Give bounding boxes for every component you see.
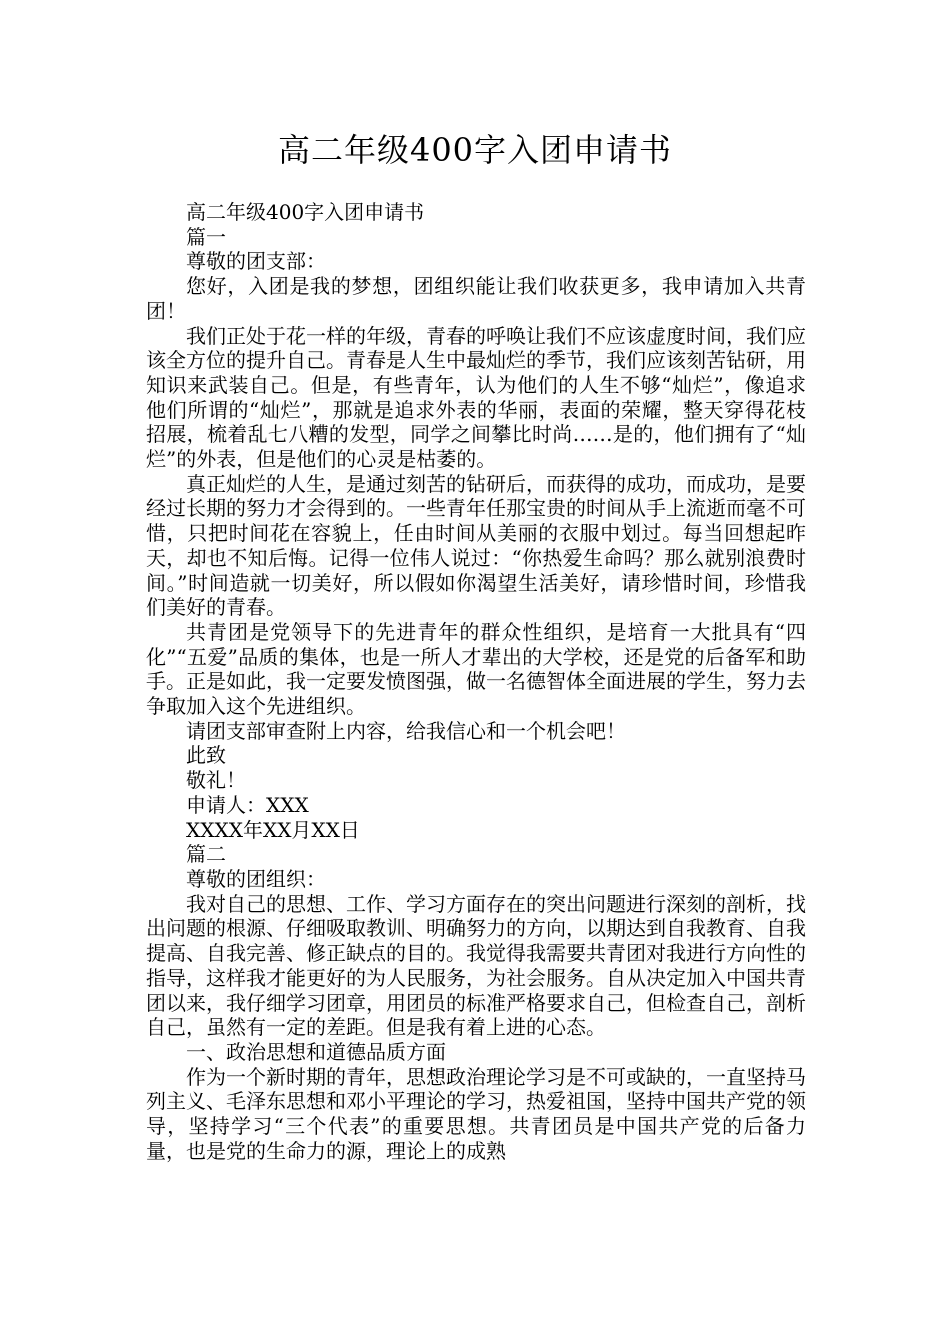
subtitle-paragraph: 高二年级400字入团申请书: [186, 200, 425, 224]
closing-line: 此致: [186, 743, 226, 768]
body-paragraph: 我们正处于花一样的年级，青春的呼唤让我们不应该虚度时间，我们应该全方位的提升自己。青春是人生中最灿烂的季节，我们应该刻苦钻研，用知识来武装自己。但是，有些青年，认为他们的人生不够“灿烂”，像追求他们所谓的“灿烂”，那就是追求外表的华丽，表面的荣耀，整天穿得花枝招展，梳着乱七八糟的发型，同学之间攀比时尚……是的，他们拥有了“灿烂”的外表，但是他们的心灵是枯萎的。: [146, 323, 806, 472]
body-paragraph: 共青团是党领导下的先进青年的群众性组织，是培育一大批具有“四化”“五爱”品质的集体，也是一所人才辈出的大学校，还是党的后备军和助手。正是如此，我一定要发愤图强，做一名德智体全面进展的学生，努力去争取加入这个先进组织。: [146, 619, 806, 719]
document-title: 高二年级400字入团申请书: [277, 131, 673, 169]
body-paragraph: 我对自己的思想、工作、学习方面存在的突出问题进行深刻的剖析，找出问题的根源、仔细吸取教训、明确努力的方向，以期达到自我教育、自我提高、自我完善、修正缺点的目的。我觉得我需要共青团对我进行方向性的指导，这样我才能更好的为人民服务，为社会服务。自从决定加入中国共青团以来，我仔细学习团章，用团员的标准严格要求自己，但检查自己，剖析自己，虽然有一定的差距。但是我有着上进的心态。: [146, 891, 806, 1040]
subsection-heading: 一、政治思想和道德品质方面: [186, 1039, 446, 1064]
body-paragraph: 您好，入团是我的梦想，团组织能让我们收获更多，我申请加入共青团！: [146, 274, 806, 323]
body-paragraph: 作为一个新时期的青年，思想政治理论学习是不可或缺的，一直坚持马列主义、毛泽东思想和邓小平理论的学习，热爱祖国，坚持中国共产党的领导，坚持学习“三个代表”的重要思想。共青团员是中国共产党的后备力量，也是党的生命力的源，理论上的成熟: [146, 1064, 806, 1163]
document-body: [146, 200, 806, 1163]
body-paragraph: 请团支部审查附上内容，给我信心和一个机会吧！: [186, 718, 626, 743]
applicant-line: 申请人：XXX: [186, 792, 309, 817]
closing-salute: 敬礼！: [186, 768, 246, 793]
salutation-1: 尊敬的团支部：: [186, 249, 326, 274]
body-paragraph: 真正灿烂的人生，是通过刻苦的钻研后，而获得的成功，而成功，是要经过长期的努力才会得到的。一些青年任那宝贵的时间从手上流逝而毫不可惜，只把时间花在容貌上，任由时间从美丽的衣服中划过。每当回想起昨天，却也不知后悔。记得一位伟人说过：“你热爱生命吗？那么就别浪费时间。”时间造就一切美好，所以假如你渴望生活美好，请珍惜时间，珍惜我们美好的青春。: [146, 471, 806, 620]
date-line: XXXX年XX月XX日: [186, 817, 360, 842]
section-heading-2: 篇二: [186, 842, 226, 867]
salutation-2: 尊敬的团组织：: [186, 866, 326, 891]
section-heading-1: 篇一: [186, 224, 226, 249]
